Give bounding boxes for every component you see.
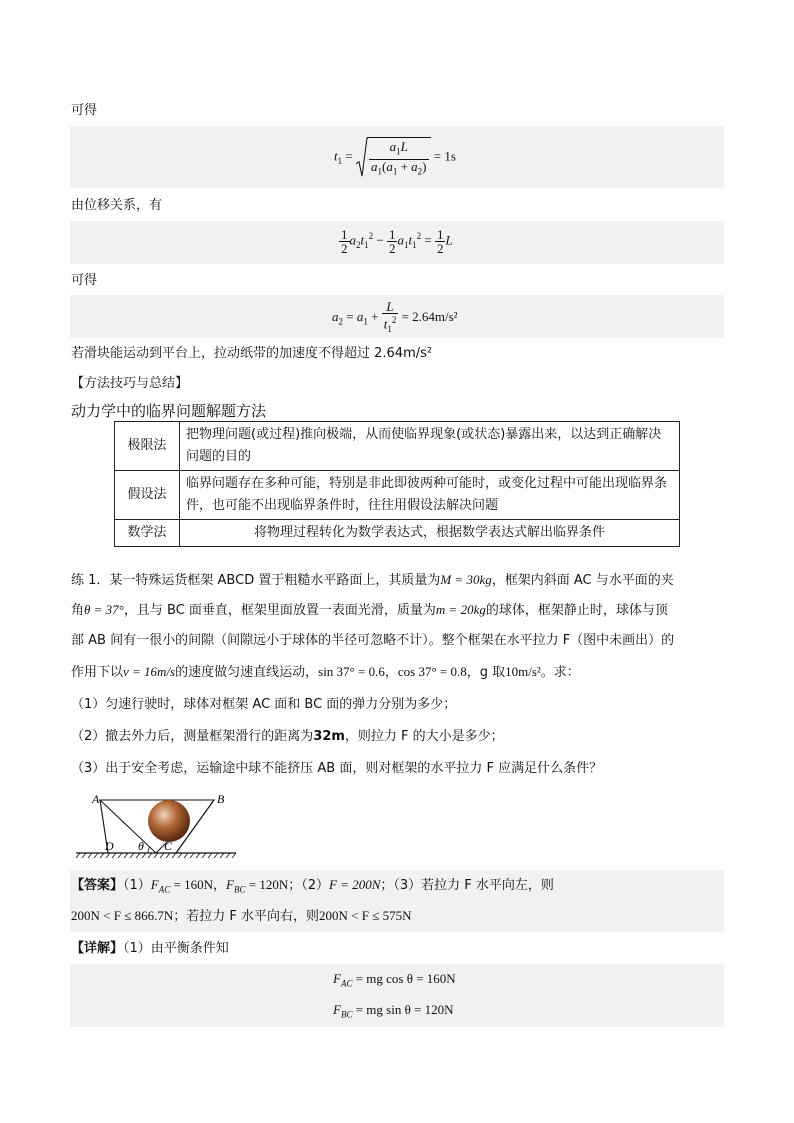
answer-line-1: 【答案】$(1)F_{AC} = 160N$，$F_{BC} = 120N$；（2）F = 200N；（3）若拉力 F 水平向左，则 — [71, 877, 554, 895]
method-desc: 将物理过程转化为数学表达式，根据数学表达式解出临界条件 — [180, 520, 680, 547]
eq3-result: = 2.64m/s² — [401, 308, 458, 324]
detail-equation-fbc: $F_{BC}$ = mg sin θ = 120N — [333, 1002, 454, 1020]
equation-t1: $t_1$ = $\frac{a_1L}{a_1(a_1 + a_2)}$ = 1s — [334, 139, 456, 177]
eq1-var-t: t — [334, 148, 338, 164]
method-heading: 【方法技巧与总结】 — [71, 376, 189, 391]
table-row — [115, 520, 680, 547]
label-C: C — [164, 839, 173, 853]
method-desc: 临界问题存在多种可能，特别是非此即彼两种可能时，或变化过程中可能出现临界条件，也可能不出现临界条件时，往往用假设法解决问题 — [180, 471, 680, 520]
question-2: （2）撤去外力后，测量框架滑行的距离为32m，则拉力 F 的大小是多少； — [71, 729, 504, 744]
square-root — [356, 137, 431, 178]
question-3: （3）出于安全考虑，运输途中球不能挤压 AB 面，则对框架的水平拉力 F 应满足什么条件？ — [71, 761, 603, 776]
detail-line: 【详解】（1）由平衡条件知 — [71, 941, 229, 956]
table-row — [115, 422, 680, 471]
answer-line-2: 200N < F ≤ 866.7N；若拉力 F 水平向右，则200N < F ≤ 575N — [71, 908, 412, 924]
equation-displacement: $\frac{1}{2}$ $a_2t_1^2$ − $\frac{1}{2}$ $a_1t_1^2$ = $\frac{1}{2}$ L — [341, 227, 453, 256]
text-conclusion: 若滑块能运动到平台上，拉动纸带的加速度不得超过 2.64m/s² — [71, 346, 433, 361]
eq2-var-L: L — [445, 232, 453, 248]
method-title: 动力学中的临界问题解题方法 — [71, 402, 267, 420]
angle-arc — [148, 847, 150, 853]
text-kede-1: 可得 — [71, 103, 98, 118]
method-table — [114, 421, 680, 547]
eq1-result: = 1s — [433, 148, 456, 164]
problem-line-3: 部 AB 间有一很小的间隙（间隙远小于球体的半径可忽略不计）。整个框架在水平拉力 F（图中未画出）的 — [71, 633, 675, 648]
label-A: A — [92, 792, 100, 806]
problem-line-1: 练 1．某一特殊运货框架 ABCD 置于粗糙水平路面上，其质量为M = 30kg，框架内斜面 AC 与水平面的夹 — [71, 572, 674, 588]
label-D: D — [105, 839, 114, 853]
text-weiyi: 由位移关系，有 — [71, 198, 163, 213]
method-desc: 把物理问题(或过程)推向极端，从而使临界现象(或状态)暴露出来，以达到正确解决问题的目的 — [180, 422, 680, 471]
table-row — [115, 471, 680, 520]
question-1: （1）匀速行驶时，球体对框架 AC 面和 BC 面的弹力分别为多少； — [71, 697, 457, 712]
frame-figure — [72, 790, 242, 862]
problem-line-2: 角θ = 37°，且与 BC 面垂直，框架里面放置一表面光滑，质量为m = 20kg的球体，框架静止时，球体与顶 — [71, 602, 668, 618]
detail-equation-fac: $F_{AC}$ = mg cos θ = 160N — [333, 971, 456, 989]
radical-sign-icon — [356, 137, 368, 178]
method-name: 数学法 — [115, 520, 180, 547]
equation-a2: $a_2 = a_1$ + $\frac{L}{t_1^2}$ = 2.64m/s² — [332, 299, 458, 334]
method-name: 极限法 — [115, 422, 180, 471]
ball — [148, 800, 190, 842]
text-kede-2: 可得 — [71, 273, 98, 288]
problem-line-4: 作用下以v = 16m/s的速度做匀速直线运动，sin 37° = 0.6，cos 37° = 0.8，g 取10m/s²。求： — [71, 664, 580, 680]
label-theta: θ — [138, 839, 144, 853]
method-name: 假设法 — [115, 471, 180, 520]
eq1-fraction: $\frac{a_1L}{a_1(a_1 + a_2)}$ — [370, 139, 427, 177]
label-B: B — [217, 792, 225, 806]
